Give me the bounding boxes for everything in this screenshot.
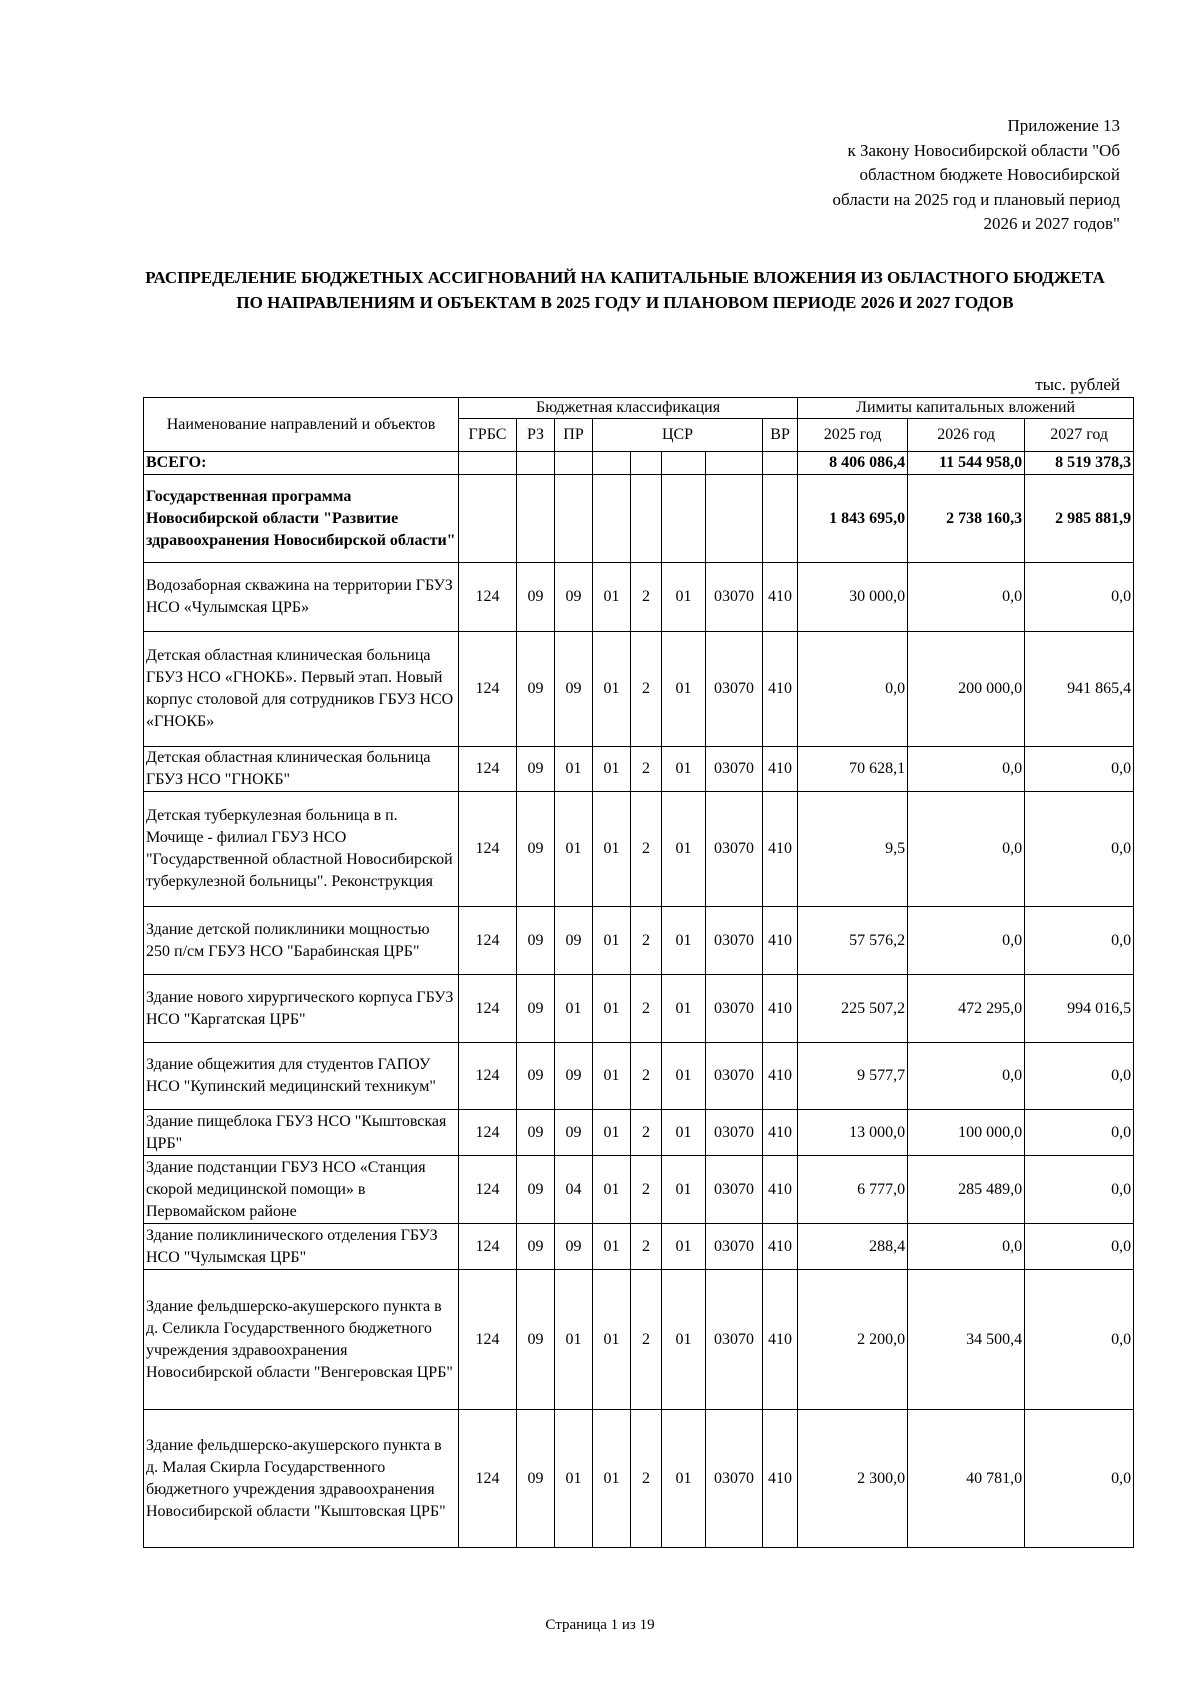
cell-y2026: 285 489,0 bbox=[908, 1156, 1025, 1224]
cell-y2026: 40 781,0 bbox=[908, 1410, 1025, 1548]
cell-vr: 410 bbox=[763, 632, 798, 747]
cell-y2025: 30 000,0 bbox=[798, 563, 908, 632]
page-footer: Страница 1 из 19 bbox=[545, 1617, 655, 1633]
cell-vr: 410 bbox=[763, 1410, 798, 1548]
cell-rz: 09 bbox=[517, 1043, 555, 1110]
cell-pr: 01 bbox=[555, 1410, 593, 1548]
cell-c1: 01 bbox=[593, 563, 631, 632]
cell-rz: 09 bbox=[517, 632, 555, 747]
cell-pr: 09 bbox=[555, 1110, 593, 1156]
cell-c2: 2 bbox=[631, 1224, 662, 1270]
cell-pr: 09 bbox=[555, 1043, 593, 1110]
cell-c4: 03070 bbox=[706, 792, 763, 907]
cell-c2: 2 bbox=[631, 747, 662, 792]
appendix-line: области на 2025 год и плановый период bbox=[832, 189, 1120, 209]
cell-grbs: 124 bbox=[459, 792, 517, 907]
cell-grbs: 124 bbox=[459, 1410, 517, 1548]
header-rz: РЗ bbox=[517, 419, 555, 452]
cell-y2027: 994 016,5 bbox=[1025, 975, 1134, 1043]
cell-y2025: 57 576,2 bbox=[798, 907, 908, 975]
cell-name: Здание детской поликлиники мощностью 250 п/см ГБУЗ НСО "Барабинская ЦРБ" bbox=[144, 907, 459, 975]
cell-vr: 410 bbox=[763, 1156, 798, 1224]
cell-c3: 01 bbox=[662, 1270, 706, 1410]
cell-y2025: 2 200,0 bbox=[798, 1270, 908, 1410]
cell-c2: 2 bbox=[631, 1410, 662, 1548]
cell-name: Здание поликлинического отделения ГБУЗ НСО "Чулымская ЦРБ" bbox=[144, 1224, 459, 1270]
total-2026: 11 544 958,0 bbox=[908, 452, 1025, 475]
header-2025: 2025 год bbox=[798, 419, 908, 452]
cell-c1: 01 bbox=[593, 907, 631, 975]
cell-c4: 03070 bbox=[706, 1270, 763, 1410]
cell-c3: 01 bbox=[662, 907, 706, 975]
cell-name: Здание пищеблока ГБУЗ НСО "Кыштовская ЦРБ" bbox=[144, 1110, 459, 1156]
cell-c3: 01 bbox=[662, 1110, 706, 1156]
header-classification: Бюджетная классификация bbox=[459, 398, 798, 419]
cell-c4: 03070 bbox=[706, 1043, 763, 1110]
cell-pr: 09 bbox=[555, 1224, 593, 1270]
cell-y2026: 0,0 bbox=[908, 1043, 1025, 1110]
cell-y2026: 0,0 bbox=[908, 1224, 1025, 1270]
cell-rz: 09 bbox=[517, 1270, 555, 1410]
program-2027: 2 985 881,9 bbox=[1025, 475, 1134, 563]
cell-y2026: 0,0 bbox=[908, 792, 1025, 907]
total-2025: 8 406 086,4 bbox=[798, 452, 908, 475]
cell-y2027: 0,0 bbox=[1025, 747, 1134, 792]
cell-c4: 03070 bbox=[706, 747, 763, 792]
header-pr: ПР bbox=[555, 419, 593, 452]
header-vr: ВР bbox=[763, 419, 798, 452]
header-2027: 2027 год bbox=[1025, 419, 1134, 452]
cell-vr: 410 bbox=[763, 747, 798, 792]
cell-y2026: 0,0 bbox=[908, 563, 1025, 632]
cell-grbs: 124 bbox=[459, 1224, 517, 1270]
units-label: тыс. рублей bbox=[1035, 375, 1120, 394]
cell-vr: 410 bbox=[763, 907, 798, 975]
cell-y2027: 0,0 bbox=[1025, 1224, 1134, 1270]
cell-y2027: 0,0 bbox=[1025, 1043, 1134, 1110]
cell-grbs: 124 bbox=[459, 1156, 517, 1224]
cell-y2026: 0,0 bbox=[908, 747, 1025, 792]
total-row bbox=[144, 452, 1134, 475]
cell-c1: 01 bbox=[593, 1410, 631, 1548]
cell-rz: 09 bbox=[517, 1110, 555, 1156]
cell-vr: 410 bbox=[763, 975, 798, 1043]
cell-y2025: 2 300,0 bbox=[798, 1410, 908, 1548]
cell-c1: 01 bbox=[593, 632, 631, 747]
cell-c2: 2 bbox=[631, 563, 662, 632]
cell-grbs: 124 bbox=[459, 1110, 517, 1156]
cell-vr: 410 bbox=[763, 1043, 798, 1110]
cell-c3: 01 bbox=[662, 563, 706, 632]
cell-pr: 09 bbox=[555, 563, 593, 632]
header-2026: 2026 год bbox=[908, 419, 1025, 452]
cell-c1: 01 bbox=[593, 1043, 631, 1110]
table-row bbox=[144, 1224, 1134, 1270]
cell-c1: 01 bbox=[593, 1156, 631, 1224]
cell-rz: 09 bbox=[517, 792, 555, 907]
cell-name: Здание общежития для студентов ГАПОУ НСО "Купинский медицинский техникум" bbox=[144, 1043, 459, 1110]
cell-y2025: 288,4 bbox=[798, 1224, 908, 1270]
cell-rz: 09 bbox=[517, 747, 555, 792]
cell-c4: 03070 bbox=[706, 975, 763, 1043]
cell-y2027: 0,0 bbox=[1025, 792, 1134, 907]
header-limits: Лимиты капитальных вложений bbox=[798, 398, 1134, 419]
cell-c3: 01 bbox=[662, 1410, 706, 1548]
cell-c4: 03070 bbox=[706, 1224, 763, 1270]
budget-table bbox=[143, 397, 1134, 1548]
cell-name: Детская областная клиническая больница ГБУЗ НСО «ГНОКБ». Первый этап. Новый корпус столовой для сотрудников ГБУЗ НСО «ГНОКБ» bbox=[144, 632, 459, 747]
cell-grbs: 124 bbox=[459, 563, 517, 632]
cell-c2: 2 bbox=[631, 1156, 662, 1224]
cell-c2: 2 bbox=[631, 632, 662, 747]
cell-c3: 01 bbox=[662, 632, 706, 747]
cell-c2: 2 bbox=[631, 907, 662, 975]
cell-y2026: 200 000,0 bbox=[908, 632, 1025, 747]
cell-y2027: 0,0 bbox=[1025, 907, 1134, 975]
cell-vr: 410 bbox=[763, 1224, 798, 1270]
cell-pr: 04 bbox=[555, 1156, 593, 1224]
cell-c4: 03070 bbox=[706, 907, 763, 975]
cell-c3: 01 bbox=[662, 792, 706, 907]
cell-grbs: 124 bbox=[459, 907, 517, 975]
cell-name: Детская туберкулезная больница в п. Мочище - филиал ГБУЗ НСО "Государственной областной Новосибирской туберкулезной больницы". Реконструкция bbox=[144, 792, 459, 907]
table-row bbox=[144, 907, 1134, 975]
cell-y2025: 9 577,7 bbox=[798, 1043, 908, 1110]
table-row bbox=[144, 632, 1134, 747]
cell-y2027: 0,0 bbox=[1025, 1270, 1134, 1410]
program-row bbox=[144, 475, 1134, 563]
cell-grbs: 124 bbox=[459, 747, 517, 792]
appendix-line: к Закону Новосибирской области "Об bbox=[847, 140, 1120, 160]
total-2027: 8 519 378,3 bbox=[1025, 452, 1134, 475]
cell-c1: 01 bbox=[593, 747, 631, 792]
cell-name: Здание подстанции ГБУЗ НСО «Станция скорой медицинской помощи» в Первомайском районе bbox=[144, 1156, 459, 1224]
cell-name: Детская областная клиническая больница ГБУЗ НСО "ГНОКБ" bbox=[144, 747, 459, 792]
cell-c4: 03070 bbox=[706, 1410, 763, 1548]
header-grbs: ГРБС bbox=[459, 419, 517, 452]
cell-c3: 01 bbox=[662, 1224, 706, 1270]
cell-c1: 01 bbox=[593, 1224, 631, 1270]
cell-y2027: 0,0 bbox=[1025, 1410, 1134, 1548]
cell-grbs: 124 bbox=[459, 1270, 517, 1410]
cell-pr: 01 bbox=[555, 975, 593, 1043]
table-row bbox=[144, 563, 1134, 632]
cell-name: Здание нового хирургического корпуса ГБУЗ НСО "Каргатская ЦРБ" bbox=[144, 975, 459, 1043]
cell-rz: 09 bbox=[517, 1224, 555, 1270]
cell-y2025: 6 777,0 bbox=[798, 1156, 908, 1224]
cell-y2026: 472 295,0 bbox=[908, 975, 1025, 1043]
table-row bbox=[144, 747, 1134, 792]
document-title: РАСПРЕДЕЛЕНИЕ БЮДЖЕТНЫХ АССИГНОВАНИЙ НА КАПИТАЛЬНЫЕ ВЛОЖЕНИЯ ИЗ ОБЛАСТНОГО БЮДЖЕТА ПО НАПРАВЛЕНИЯМ И ОБЪЕКТАМ В 2025 ГОДУ И ПЛАНОВОМ ПЕРИОДЕ 2026 И 2027 ГОДОВ bbox=[145, 268, 1105, 312]
cell-pr: 09 bbox=[555, 632, 593, 747]
table-row bbox=[144, 1110, 1134, 1156]
cell-pr: 09 bbox=[555, 907, 593, 975]
table-row bbox=[144, 1043, 1134, 1110]
table-row bbox=[144, 1410, 1134, 1548]
cell-rz: 09 bbox=[517, 975, 555, 1043]
cell-c2: 2 bbox=[631, 1043, 662, 1110]
table-row bbox=[144, 975, 1134, 1043]
cell-y2026: 34 500,4 bbox=[908, 1270, 1025, 1410]
cell-c3: 01 bbox=[662, 1156, 706, 1224]
cell-c3: 01 bbox=[662, 975, 706, 1043]
cell-c2: 2 bbox=[631, 1270, 662, 1410]
header-name: Наименование направлений и объектов bbox=[144, 398, 459, 452]
cell-y2025: 13 000,0 bbox=[798, 1110, 908, 1156]
cell-c1: 01 bbox=[593, 975, 631, 1043]
cell-rz: 09 bbox=[517, 1156, 555, 1224]
cell-y2027: 0,0 bbox=[1025, 1156, 1134, 1224]
cell-pr: 01 bbox=[555, 792, 593, 907]
cell-y2027: 941 865,4 bbox=[1025, 632, 1134, 747]
cell-vr: 410 bbox=[763, 1270, 798, 1410]
cell-y2027: 0,0 bbox=[1025, 563, 1134, 632]
cell-rz: 09 bbox=[517, 1410, 555, 1548]
cell-name: Здание фельдшерско-акушерского пункта в д. Селикла Государственного бюджетного учреждения здравоохранения Новосибирской области "Венгеровская ЦРБ" bbox=[144, 1270, 459, 1410]
table-row bbox=[144, 1156, 1134, 1224]
cell-grbs: 124 bbox=[459, 632, 517, 747]
cell-vr: 410 bbox=[763, 563, 798, 632]
table-row bbox=[144, 1270, 1134, 1410]
cell-y2026: 100 000,0 bbox=[908, 1110, 1025, 1156]
cell-y2025: 0,0 bbox=[798, 632, 908, 747]
cell-y2025: 70 628,1 bbox=[798, 747, 908, 792]
cell-c3: 01 bbox=[662, 747, 706, 792]
appendix-line: областном бюджете Новосибирской bbox=[859, 165, 1120, 184]
cell-y2025: 225 507,2 bbox=[798, 975, 908, 1043]
cell-vr: 410 bbox=[763, 1110, 798, 1156]
program-2026: 2 738 160,3 bbox=[908, 475, 1025, 563]
program-name: Государственная программа Новосибирской области "Развитие здравоохранения Новосибирской области" bbox=[144, 475, 459, 563]
cell-vr: 410 bbox=[763, 792, 798, 907]
table-row bbox=[144, 792, 1134, 907]
total-label: ВСЕГО: bbox=[144, 452, 459, 475]
appendix-line: 2026 и 2027 годов" bbox=[983, 214, 1120, 233]
cell-rz: 09 bbox=[517, 907, 555, 975]
cell-c2: 2 bbox=[631, 975, 662, 1043]
cell-c4: 03070 bbox=[706, 1156, 763, 1224]
cell-c4: 03070 bbox=[706, 632, 763, 747]
cell-c2: 2 bbox=[631, 1110, 662, 1156]
cell-pr: 01 bbox=[555, 1270, 593, 1410]
cell-name: Водозаборная скважина на территории ГБУЗ НСО «Чулымская ЦРБ» bbox=[144, 563, 459, 632]
cell-c3: 01 bbox=[662, 1043, 706, 1110]
cell-c1: 01 bbox=[593, 1270, 631, 1410]
cell-grbs: 124 bbox=[459, 975, 517, 1043]
cell-y2025: 9,5 bbox=[798, 792, 908, 907]
cell-c4: 03070 bbox=[706, 1110, 763, 1156]
appendix-header bbox=[833, 114, 1120, 237]
cell-name: Здание фельдшерско-акушерского пункта в д. Малая Скирла Государственного бюджетного учреждения здравоохранения Новосибирской области "Кыштовская ЦРБ" bbox=[144, 1410, 459, 1548]
cell-pr: 01 bbox=[555, 747, 593, 792]
header-csr: ЦСР bbox=[593, 419, 763, 452]
cell-y2026: 0,0 bbox=[908, 907, 1025, 975]
cell-c2: 2 bbox=[631, 792, 662, 907]
cell-rz: 09 bbox=[517, 563, 555, 632]
cell-grbs: 124 bbox=[459, 1043, 517, 1110]
appendix-line: Приложение 13 bbox=[1007, 116, 1120, 135]
cell-c1: 01 bbox=[593, 792, 631, 907]
cell-y2027: 0,0 bbox=[1025, 1110, 1134, 1156]
cell-c4: 03070 bbox=[706, 563, 763, 632]
cell-c1: 01 bbox=[593, 1110, 631, 1156]
program-2025: 1 843 695,0 bbox=[798, 475, 908, 563]
